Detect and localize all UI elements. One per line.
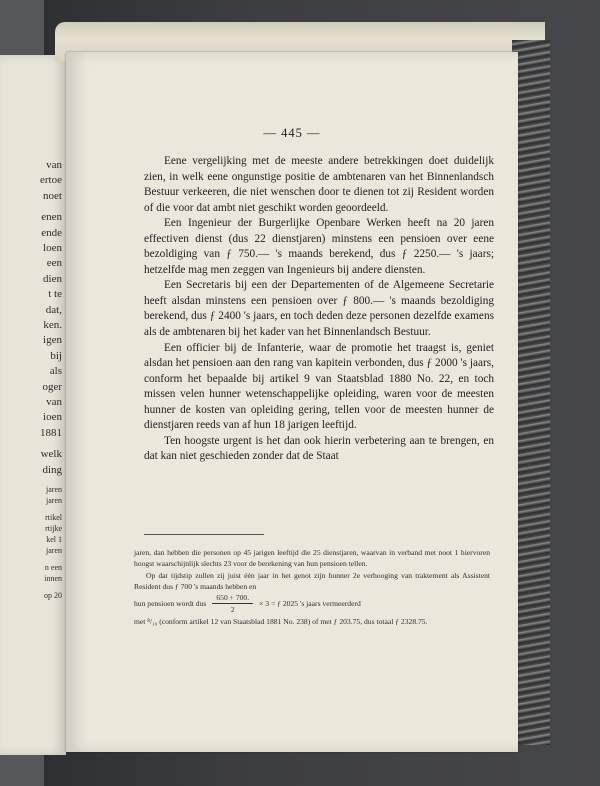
left-page-fragment: bij (50, 349, 62, 362)
left-page-fragment: innen (44, 574, 62, 583)
left-page-fragment: t te (48, 288, 62, 301)
left-page (0, 55, 66, 755)
left-page-fragment: ende (41, 226, 62, 239)
left-page-fragment: jaren (46, 496, 62, 505)
left-page-fragment: 1881 (40, 426, 62, 439)
left-page-fragment: welk (40, 448, 62, 461)
left-page-fragment: oger (42, 380, 62, 393)
footnote-text: met ⁸/₁₀ (conform artikel 12 van Staatsblad 1881 No. 238) of met ƒ 203.75, dus totaal ƒ 2328.75. (134, 616, 428, 626)
formula-denominator: 2 (230, 605, 235, 615)
left-page-fragment: ioen (43, 411, 62, 424)
left-page-fragment: ertoe (40, 174, 62, 187)
left-page-fragment: van (46, 159, 62, 171)
formula-prefix: hun pensioen wordt dus (134, 599, 207, 609)
left-page-fragment: dat, (45, 303, 62, 316)
left-page-fragment: een (46, 257, 62, 270)
left-page-fragment: igen (43, 334, 62, 347)
left-page-fragment: noet (43, 189, 62, 202)
footnote-rule (144, 534, 264, 535)
left-page-fragment: enen (41, 211, 62, 224)
left-page-fragment: als (49, 365, 62, 378)
footnote-text: Op dat tijdstip zullen zij juist één jaar in het genot zijn hunner 2e verhooging van traktement als Assistent Resident dus ƒ 700 's maands hebben en (134, 570, 490, 591)
left-page-fragment: jaren (46, 485, 62, 494)
left-page-fragment: n een (44, 563, 62, 572)
left-page-fragment: kel 1 (46, 535, 62, 544)
formula-suffix: × 3 = ƒ 2025 's jaars vermeerderd (259, 599, 361, 609)
paragraph: Een Secretaris bij een der Departementen of de Algemeene Secretarie heeft alsdan minstens een pensioen over ƒ 800.— 's maands bezoldiging berekend, dus ƒ 2400 's jaars, en toch deden deze personen dezelfde examens als de ambtenaren bij het kader van het Binnenlandsch Bestuur. (144, 279, 494, 339)
paragraph: Ten hoogste urgent is het dan ook hierin verbetering aan te brengen, en dat kan niet geschieden zonder dat de Staat (144, 434, 494, 463)
left-page-fragment: rtikel (45, 513, 62, 522)
left-page-fragment: loen (43, 242, 62, 254)
paragraph: Een officier bij de Infanterie, waar de promotie het traagst is, geniet alsdan het pensioen aan den rang van kapitein verbonden, dus ƒ 2000 's jaars, conform het bepaalde bij artikel 9 van Staatsblad 1880 No. 22, en toch missen velen hunner wetenschappelijke opleiding, waren voor de meesten hunner de kosten van opleiding gering, tellen voor de meesten hunner de dienstjaren reeds van af hun 18 jarigen leeftijd. (144, 341, 494, 432)
paragraph: Een Ingenieur der Burgerlijke Openbare Werken heeft na 20 jaren effectiven dienst (dus 22 dienstjaren) minstens een pensioen over eene bezoldiging van ƒ 750.— 's maands berekend, dus ƒ 2250.— 's jaars; hetzelfde mag men zeggen van Ingenieurs bij andere diensten. (144, 217, 494, 276)
left-page-fragment: jaren (46, 546, 62, 555)
footnote-formula (134, 592, 490, 616)
body-text (144, 154, 494, 465)
left-page-fragment: van (46, 396, 62, 408)
left-page-fragment: ken. (43, 319, 62, 331)
left-page-fragment: dien (43, 272, 62, 285)
paragraph: Eene vergelijking met de meeste andere betrekkingen doet duidelijk zien, in welk eene ongunstige positie de ambtenaren van het Binnenlandsch Bestuur verkeeren, die niet wenschen door te dienen tot zij Resident worden of die voor dat ambt niet geschikt worden geoordeeld. (144, 155, 494, 214)
footnote-text: jaren, dan hebben die personen op 45 jarigen leeftijd die 25 dienstjaren, waarvan in verband met noot 1 hiervoren hoogst waarschijnlijk slechts 23 voor de berekening van hun pensioen tellen. (134, 548, 490, 569)
left-page-fragment: rtijke (45, 524, 62, 533)
left-page-fragment: ding (42, 463, 62, 476)
formula-fraction (212, 592, 253, 616)
page-number: — 445 — (263, 126, 321, 140)
left-page-fragment: op 20 (44, 591, 62, 600)
formula-numerator: 650 + 700. (212, 592, 253, 604)
right-page (66, 52, 518, 752)
footnotes (134, 547, 490, 627)
